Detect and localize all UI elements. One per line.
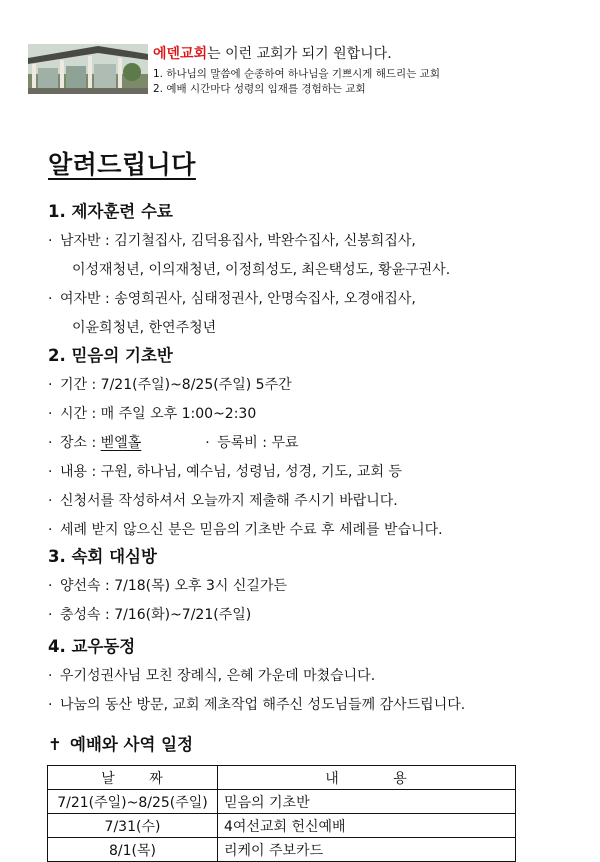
column-header-date: 날 짜 [48,766,218,790]
cross-icon: ✝ [48,735,62,754]
section-visitation [48,542,588,630]
schedule-title: 예배와 사역 일정 [70,735,194,754]
church-building-photo [28,44,148,94]
row-content: 믿음의 기초반 [218,790,516,814]
motto-item: 1. 하나님의 말씀에 순종하여 하나님을 기쁘시게 해드리는 교회 [153,68,440,80]
column-header-content: 내 용 [218,766,516,790]
schedule-table [47,765,516,862]
list-item: · 장소 : 벧엘홀 · 등록비 : 무료 [48,435,299,451]
section-heading: 1. 제자훈련 수료 [48,202,173,221]
list-item: · 양선속 : 7/18(목) 오후 3시 신길가든 [48,578,288,594]
church-motto-block [153,44,568,94]
row-content: 4여선교회 헌신예배 [218,814,516,838]
row-content: 리케이 주보카드 [218,838,516,862]
list-item: · 신청서를 작성하셔서 오늘까지 제출해 주시기 바랍니다. [48,493,398,509]
section-member-news [48,632,588,720]
bullet: · [48,291,53,307]
motto-item: 2. 예배 시간마다 성령의 임재를 경험하는 교회 [153,83,366,94]
schedule-heading [48,731,193,755]
bullet: · [48,233,53,249]
list-item: · 남자반 : 김기철집사, 김덕용집사, 박완수집사, 신봉희집사, [48,227,588,256]
list-item-continuation: 이성재청년, 이의재청년, 이정희성도, 최은택성도, 황윤구권사. [72,262,451,278]
section-heading: 2. 믿음의 기초반 [48,346,173,365]
list-item: · 충성속 : 7/16(화)~7/21(주일) [48,607,252,623]
row-date: 7/21(주일)~8/25(주일) [48,790,218,814]
section-basic-faith [48,341,588,545]
list-item: · 세례 받지 않으신 분은 믿음의 기초반 수료 후 세례를 받습니다. [48,522,443,538]
place-value: 벧엘홀 [100,435,142,451]
motto-text: 는 이런 교회가 되기 원합니다. [207,46,392,62]
table-row [48,838,516,862]
notice-title: 알려드립니다 [48,150,196,179]
church-building-image [28,44,148,94]
table-row [48,790,516,814]
list-item: · 내용 : 구원, 하나님, 예수님, 성령님, 성경, 기도, 교회 등 [48,464,402,480]
section-heading: 3. 속회 대심방 [48,547,157,566]
list-item: · 우기성권사님 모친 장례식, 은혜 가운데 마쳤습니다. [48,668,376,684]
list-item: · 여자반 : 송영희권사, 심태정권사, 안명숙집사, 오경애집사, [48,285,588,314]
row-date: 7/31(수) [48,814,218,838]
section-heading: 4. 교우동정 [48,637,136,656]
church-name: 에덴교회 [153,46,208,62]
list-item-continuation: 이윤희청년, 한연주청년 [72,320,217,336]
section-discipleship [48,197,588,343]
list-item: · 나눔의 동산 방문, 교회 제초작업 해주신 성도님들께 감사드립니다. [48,697,466,713]
table-header-row [48,766,516,790]
church-header [28,44,568,94]
list-item: · 기간 : 7/21(주일)~8/25(주일) 5주간 [48,377,292,393]
list-item: · 시간 : 매 주일 오후 1:00~2:30 [48,406,257,422]
church-motto [153,44,568,64]
table-row [48,814,516,838]
row-date: 8/1(목) [48,838,218,862]
fee: 등록비 : 무료 [217,435,299,451]
